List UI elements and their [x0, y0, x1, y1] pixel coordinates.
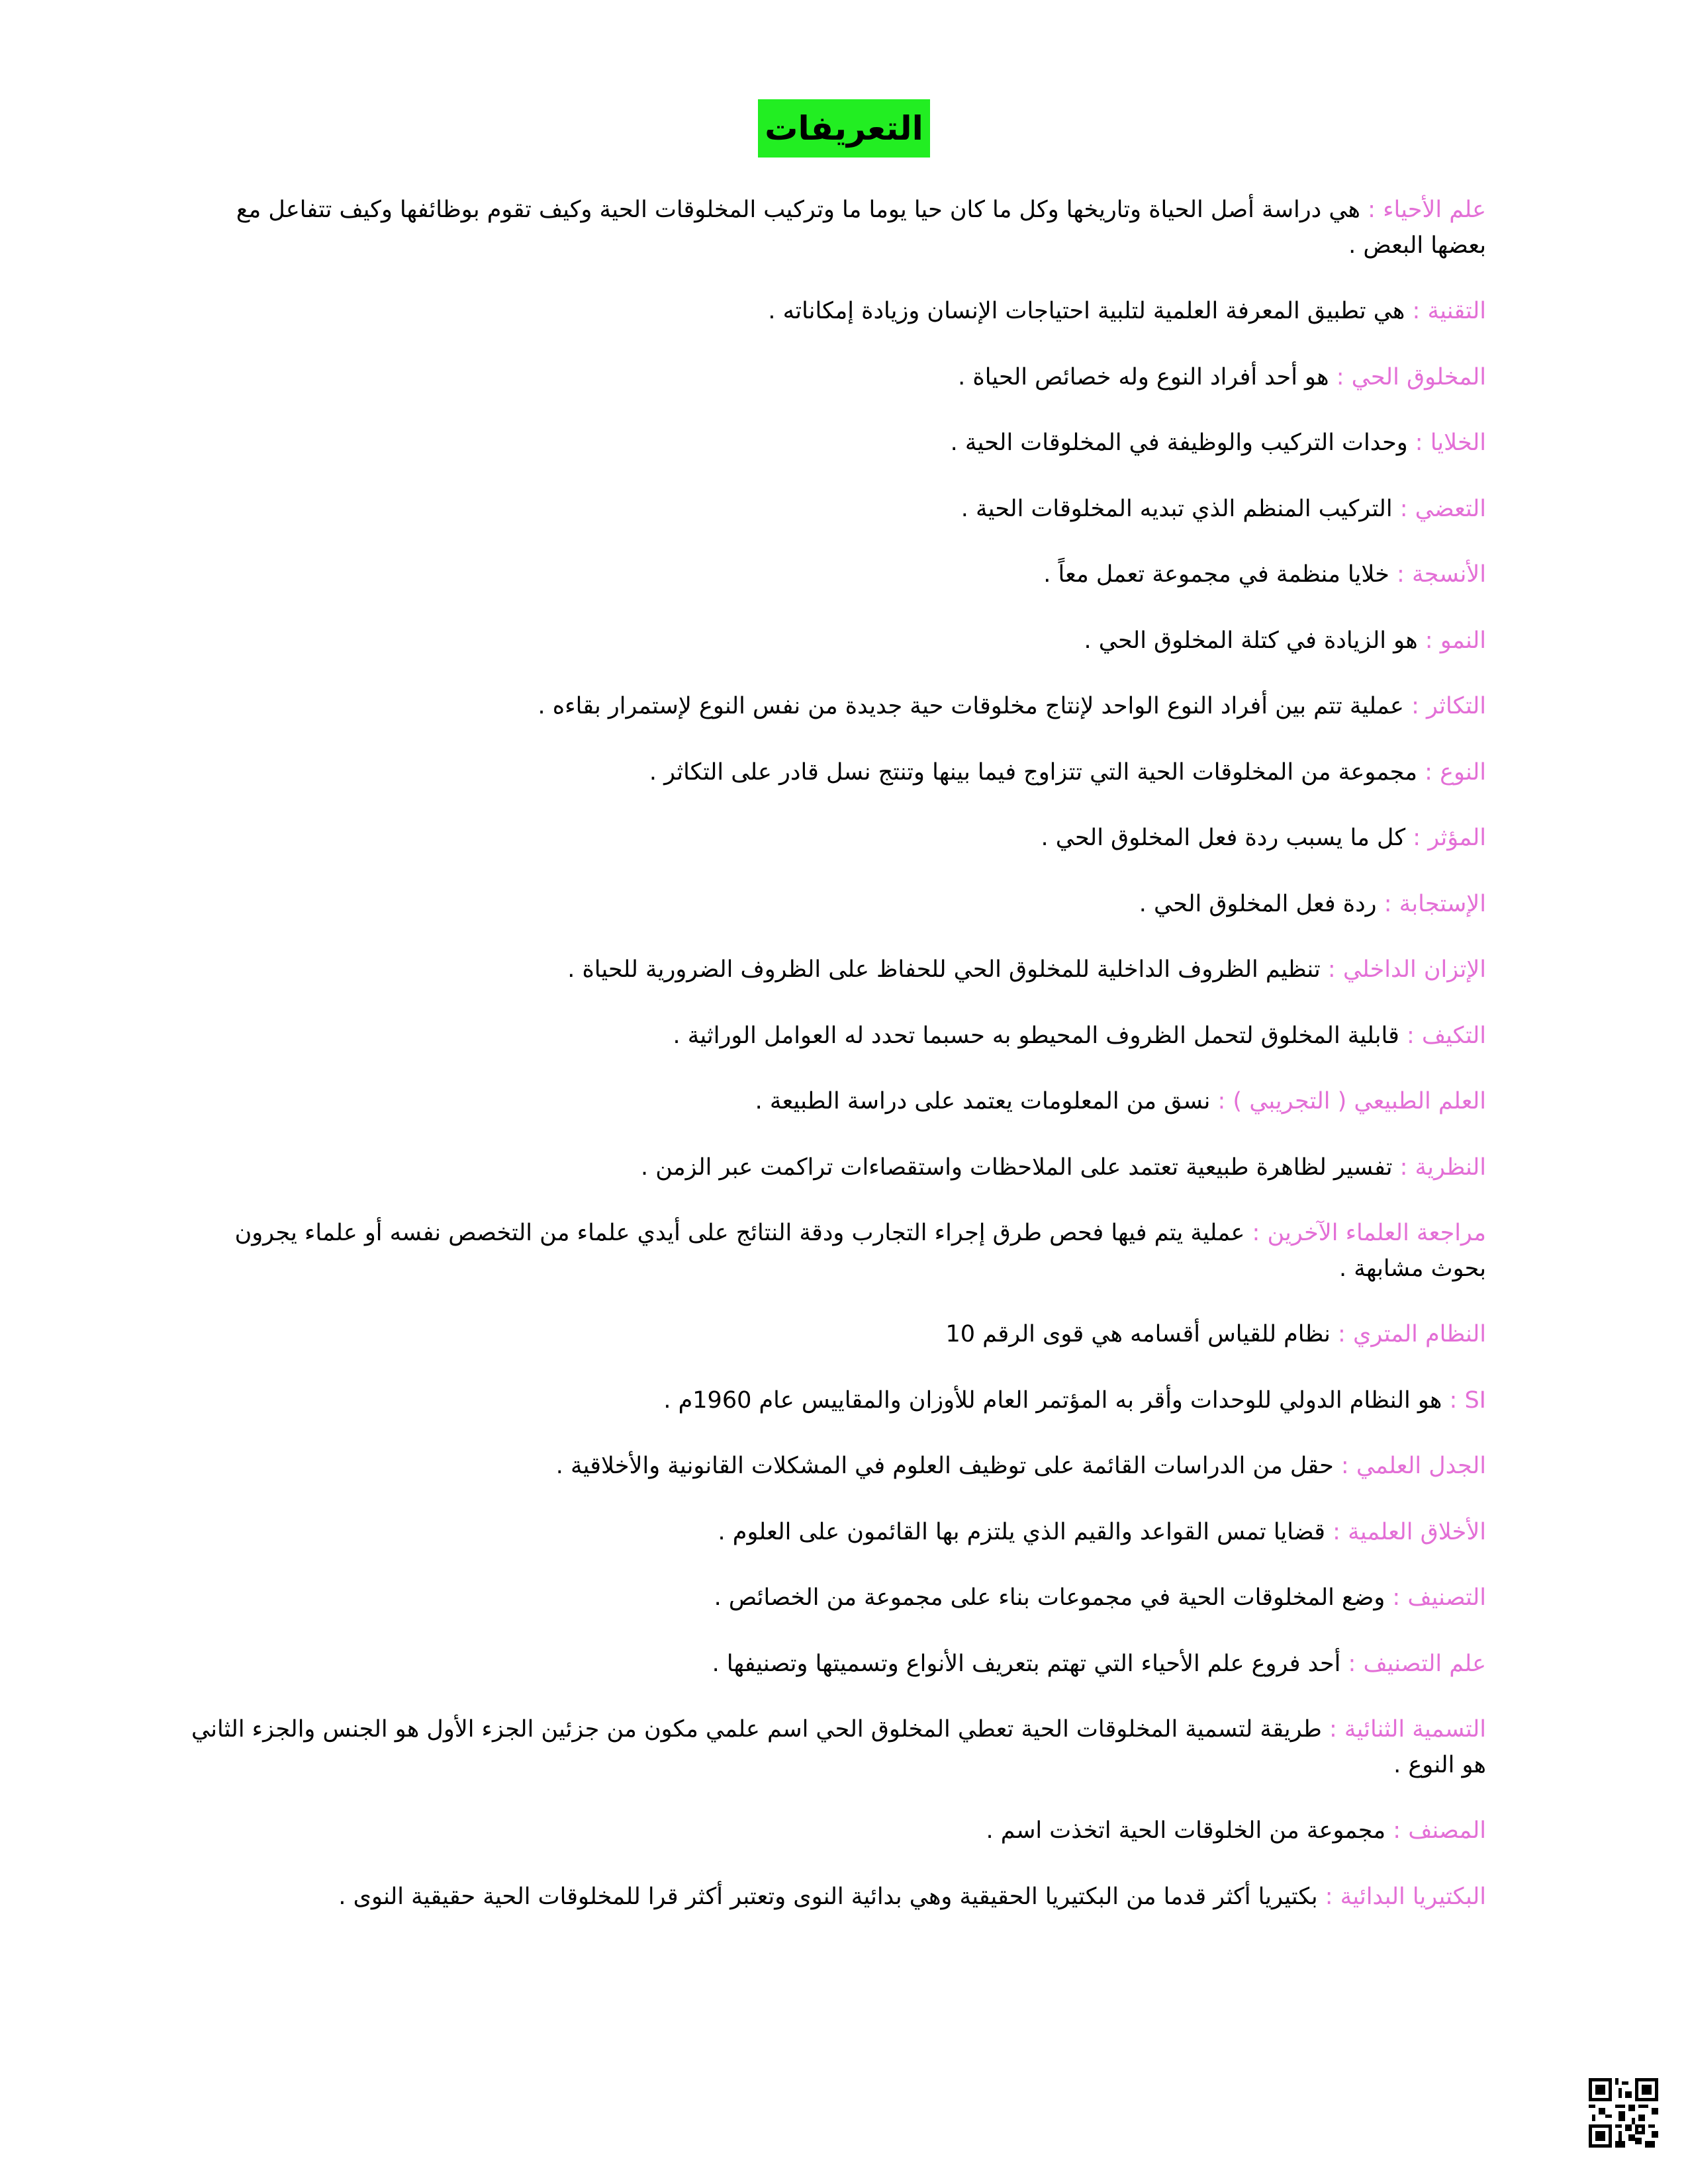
definition-text: هي تطبيق المعرفة العلمية لتلبية احتياجات الإنسان وزيادة إمكاناته . — [768, 298, 1405, 324]
definition-item — [189, 425, 1486, 461]
definition-item — [189, 1316, 1486, 1352]
definition-separator: : — [1329, 1716, 1337, 1743]
definition-text: ردة فعل المخلوق الحي . — [1139, 890, 1377, 917]
definition-separator: : — [1406, 1022, 1415, 1049]
definition-separator: : — [1412, 298, 1421, 324]
definition-text: التركيب المنظم الذي تبديه المخلوقات الحية . — [961, 495, 1393, 522]
definition-separator: : — [1325, 1883, 1333, 1910]
definition-text: أحد فروع علم الأحياء التي تهتم بتعريف الأنواع وتسميتها وتصنيفها . — [712, 1650, 1341, 1677]
definition-item — [189, 820, 1486, 856]
definition-item — [189, 1813, 1486, 1848]
definition-text: بكتيريا أكثر قدما من البكتيريا الحقيقية وهي بدائية النوى وتعتبر أكثر قرا للمخلوقات الحية حقيقية النوى . — [338, 1883, 1318, 1910]
definition-separator: : — [1338, 1321, 1346, 1347]
title-wrap — [0, 99, 1688, 158]
definition-text: هي دراسة أصل الحياة وتاريخها وكل ما كان حيا يوما ما وتركيب المخلوقات الحية وكيف تقوم بوظائفها وكيف تتفاعل مع بعضها البعض . — [236, 197, 1486, 259]
definition-text: نسق من المعلومات يعتمد على دراسة الطبيعة . — [755, 1088, 1211, 1115]
definition-term: النمو — [1440, 627, 1486, 654]
definition-term: النوع — [1440, 758, 1486, 786]
definition-item — [189, 952, 1486, 987]
definition-term: التكاثر — [1427, 693, 1486, 719]
definition-term: التعضي — [1415, 495, 1486, 522]
definition-term: العلم الطبيعي ( التجريبي ) — [1233, 1088, 1486, 1115]
definition-item — [189, 1514, 1486, 1550]
definition-separator: : — [1399, 1154, 1408, 1181]
definition-item — [189, 886, 1486, 922]
definition-separator: : — [1411, 693, 1419, 719]
definition-separator: : — [1340, 1453, 1349, 1479]
definition-term: النظرية — [1415, 1154, 1486, 1181]
definition-item — [189, 192, 1486, 263]
definition-separator: : — [1425, 627, 1433, 654]
definition-item — [189, 1215, 1486, 1287]
definition-text: تفسير لظاهرة طبيعية تعتمد على الملاحظات واستقصاءات تراكمت عبر الزمن . — [641, 1154, 1393, 1181]
definition-term: التقنية — [1427, 298, 1486, 324]
definition-text: عملية يتم فيها فحص طرق إجراء التجارب ودقة النتائج على أيدي علماء من التخصص نفسه أو علماء يجرون بحوث مشابهة . — [234, 1220, 1486, 1282]
definition-item — [189, 1018, 1486, 1054]
definition-text: طريقة لتسمية المخلوقات الحية تعطي المخلوق الحي اسم علمي مكون من جزئين الجزء الأول هو الجنس والجزء الثاني هو النوع . — [191, 1716, 1486, 1778]
definition-text: مجموعة من المخلوقات الحية التي تتزاوج فيما بينها وتنتج نسل قادر على التكاثر . — [649, 758, 1417, 786]
definition-item — [189, 359, 1486, 395]
definition-text: وحدات التركيب والوظيفة في المخلوقات الحية . — [950, 430, 1408, 456]
definition-term: الإتزان الداخلي — [1342, 956, 1486, 983]
definition-text: هو أحد أفراد النوع وله خصائص الحياة . — [958, 363, 1329, 390]
definition-term: الخلايا — [1430, 430, 1486, 456]
definition-term: المؤثر — [1428, 825, 1486, 851]
definition-term: البكتيريا البدائية — [1340, 1883, 1486, 1910]
definition-term: الجدل العلمي — [1356, 1453, 1486, 1479]
definition-term: مراجعة العلماء الآخرين — [1267, 1220, 1486, 1246]
definition-text: هو الزيادة في كتلة المخلوق الحي . — [1084, 627, 1418, 654]
definition-term: الأنسجة — [1411, 561, 1486, 588]
definition-term: التصنيف — [1407, 1584, 1486, 1611]
definition-separator: : — [1252, 1220, 1260, 1246]
definition-separator: : — [1368, 197, 1376, 223]
definition-term: النظام المتري — [1352, 1321, 1486, 1347]
definition-text: نظام للقياس أقسامه هي قوى الرقم 10 — [945, 1321, 1331, 1347]
definition-separator: : — [1425, 758, 1432, 786]
definition-item — [189, 688, 1486, 724]
definition-separator: : — [1383, 890, 1392, 917]
definition-item — [189, 491, 1486, 527]
definition-text: قابلية المخلوق لتحمل الظروف المحيطو به حسبما تحدد له العوامل الوراثية . — [673, 1022, 1399, 1049]
definition-item — [189, 754, 1486, 790]
definition-term: التسمية الثنائية — [1344, 1716, 1486, 1743]
definition-text: وضع المخلوقات الحية في مجموعات بناء على مجموعة من الخصائص . — [714, 1584, 1385, 1611]
definition-term: الإستجابة — [1399, 890, 1486, 917]
definition-text: كل ما يسبب ردة فعل المخلوق الحي . — [1041, 825, 1406, 851]
definition-separator: : — [1399, 495, 1408, 522]
definition-separator: : — [1348, 1650, 1356, 1677]
definition-item — [189, 1083, 1486, 1119]
definition-item — [189, 1711, 1486, 1783]
definition-term: التكيف — [1421, 1022, 1486, 1049]
definition-text: عملية تتم بين أفراد النوع الواحد لإنتاج مخلوقات حية جديدة من نفس النوع لإستمرار بقاءه . — [538, 693, 1404, 719]
definition-separator: : — [1217, 1088, 1226, 1115]
definition-term: علم الأحياء — [1383, 197, 1486, 223]
definition-item — [189, 557, 1486, 592]
definition-item — [189, 293, 1486, 329]
definition-term: الأخلاق العلمية — [1348, 1518, 1486, 1545]
definition-item — [189, 1448, 1486, 1484]
definition-text: حقل من الدراسات القائمة على توظيف العلوم في المشكلات القانونية والأخلاقية . — [555, 1453, 1334, 1479]
definition-separator: : — [1327, 956, 1336, 983]
definition-separator: : — [1413, 825, 1421, 851]
definitions-list — [189, 192, 1486, 1944]
definition-text: خلايا منظمة في مجموعة تعمل معاً . — [1043, 561, 1389, 588]
definition-text: هو النظام الدولي للوحدات وأقر به المؤتمر العام للأوزان والمقاييس عام 1960م . — [663, 1387, 1442, 1414]
definition-term: المصنف — [1408, 1817, 1486, 1844]
definition-term: SI — [1464, 1387, 1486, 1414]
page-title: التعريفات — [758, 99, 929, 158]
definition-text: قضايا تمس القواعد والقيم الذي يلتزم بها القائمون على العلوم . — [718, 1518, 1326, 1545]
definition-item — [189, 1646, 1486, 1682]
definition-item — [189, 1150, 1486, 1185]
definition-separator: : — [1449, 1387, 1458, 1414]
definition-separator: : — [1393, 1817, 1401, 1844]
definition-item — [189, 1879, 1486, 1915]
definition-text: مجموعة من الخلوقات الحية اتخذت اسم . — [986, 1817, 1386, 1844]
definition-item — [189, 1383, 1486, 1418]
definition-text: تنظيم الظروف الداخلية للمخلوق الحي للحفاظ على الظروف الضرورية للحياة . — [567, 956, 1321, 983]
definition-item — [189, 623, 1486, 659]
definition-separator: : — [1415, 430, 1423, 456]
definition-separator: : — [1336, 363, 1344, 390]
definition-item — [189, 1580, 1486, 1615]
definition-separator: : — [1333, 1518, 1340, 1545]
definition-separator: : — [1397, 561, 1405, 588]
definition-term: علم التصنيف — [1363, 1650, 1486, 1677]
definition-term: المخلوق الحي — [1351, 363, 1486, 390]
definition-separator: : — [1392, 1584, 1401, 1611]
qr-code-icon — [1589, 2078, 1658, 2148]
